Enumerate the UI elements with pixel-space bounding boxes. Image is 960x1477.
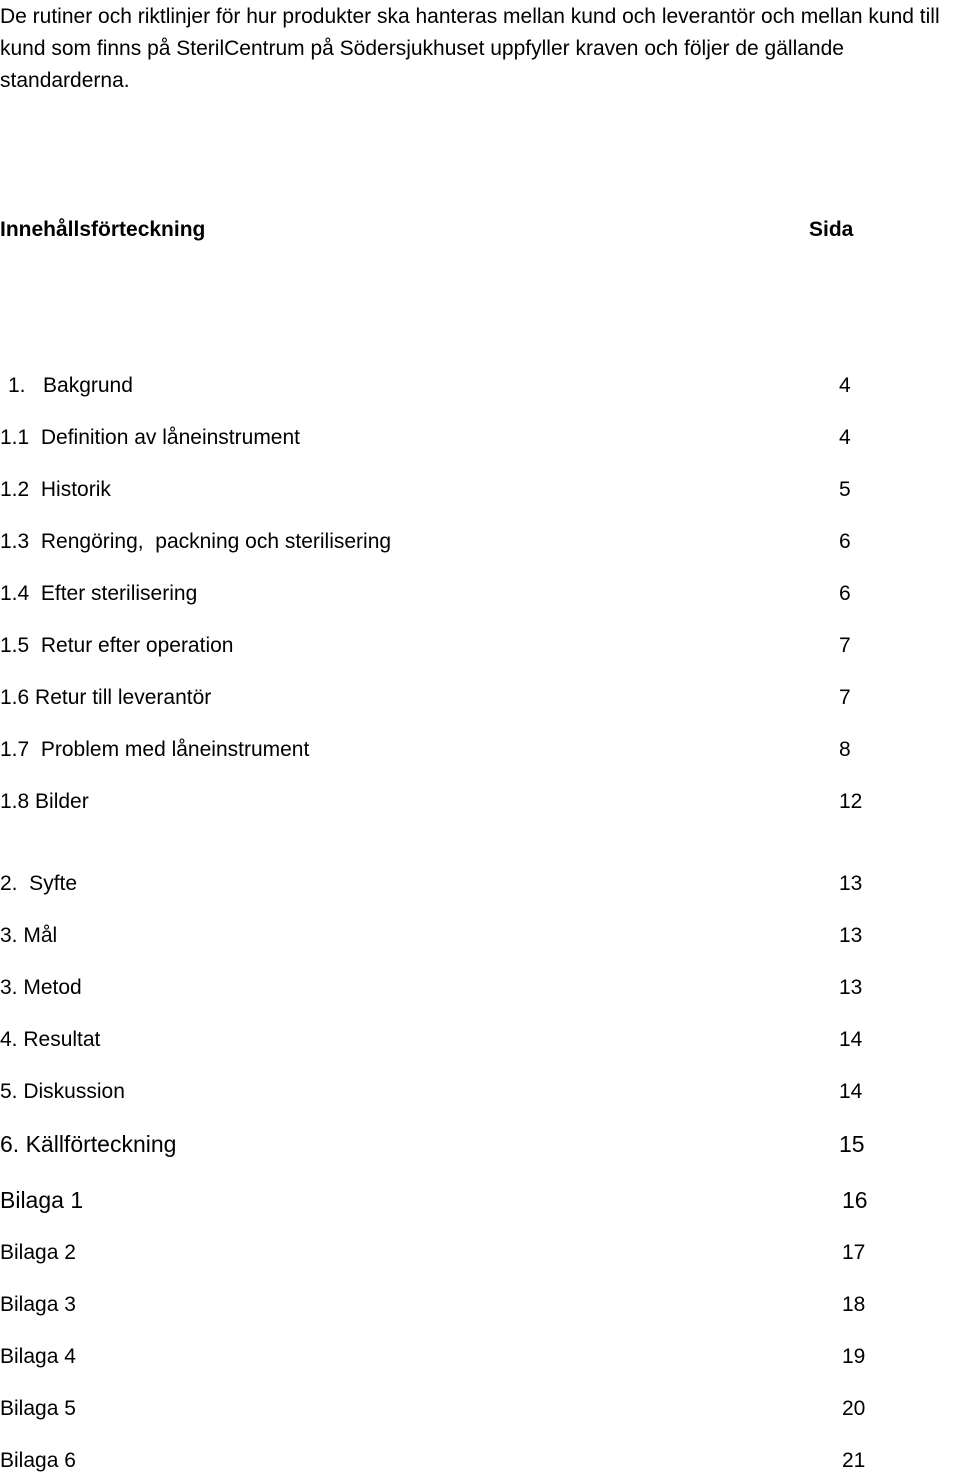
toc-entry-page: 7 <box>839 686 851 709</box>
toc-entry <box>0 423 900 453</box>
toc-entry <box>0 527 900 557</box>
toc-entry <box>0 1129 900 1159</box>
toc-entry-page: 6 <box>839 582 851 605</box>
toc-entry-label: Bilaga 4 <box>0 1345 76 1368</box>
toc-entry <box>0 1025 900 1055</box>
toc-entry-page: 18 <box>842 1293 866 1316</box>
toc-entry <box>0 1185 900 1215</box>
toc-entry-page: 17 <box>842 1241 866 1264</box>
toc-entry-page: 21 <box>842 1449 866 1472</box>
toc-entry-page: 13 <box>839 976 863 999</box>
toc-entry <box>0 1342 900 1372</box>
toc-entry-page: 8 <box>839 738 851 761</box>
toc-entry-label: 1.2 Historik <box>0 478 111 501</box>
toc-entry-label: Bilaga 2 <box>0 1241 76 1264</box>
toc-entry-page: 4 <box>839 374 851 397</box>
toc-entry-page: 5 <box>839 478 851 501</box>
toc-entry <box>0 579 900 609</box>
toc-entry-label: 1.3 Rengöring, packning och sterilisering <box>0 530 392 553</box>
toc-entry-label: 1.1 Definition av låneinstrument <box>0 426 300 449</box>
toc-entry <box>0 1394 900 1424</box>
toc-entry-page: 20 <box>842 1397 866 1420</box>
toc-entry-page: 4 <box>839 426 851 449</box>
toc-entry <box>0 973 900 1003</box>
toc-entry-label: 2. Syfte <box>0 872 78 895</box>
toc-page-heading: Sida <box>809 218 854 241</box>
toc-entry-page: 15 <box>839 1131 865 1157</box>
toc-entry <box>0 1238 900 1268</box>
toc-entry <box>0 631 900 661</box>
intro-paragraph: De rutiner och riktlinjer för hur produkter ska hanteras mellan kund och leverantör och mellan kund till kund som finns på SterilCentrum på Södersjukhuset uppfyller kraven och följer de gällande standarderna. <box>0 5 940 92</box>
toc-entry-label: Bilaga 3 <box>0 1293 76 1316</box>
toc-entry-label: Bilaga 5 <box>0 1397 76 1420</box>
toc-entry-label: 4. Resultat <box>0 1028 101 1051</box>
toc-entry <box>0 1077 900 1107</box>
toc-entry-page: 14 <box>839 1028 863 1051</box>
toc-entry-page: 12 <box>839 790 863 813</box>
toc-entry-label: Bilaga 1 <box>0 1187 84 1213</box>
toc-entry-label: 3. Mål <box>0 924 58 947</box>
toc-entry-page: 14 <box>839 1080 863 1103</box>
toc-entry-page: 13 <box>839 872 863 895</box>
toc-entry-page: 16 <box>842 1187 868 1213</box>
toc-entry-label: 1.5 Retur efter operation <box>0 634 234 657</box>
toc-entry <box>0 683 900 713</box>
toc-entry-page: 19 <box>842 1345 866 1368</box>
toc-entry-label: 1. Bakgrund <box>8 374 133 397</box>
toc-entry-label: 1.7 Problem med låneinstrument <box>0 738 310 761</box>
toc-entry-page: 13 <box>839 924 863 947</box>
toc-entry <box>0 787 900 817</box>
toc-entry <box>0 735 900 765</box>
toc-entry-label: 6. Källförteckning <box>0 1131 177 1157</box>
toc-entry <box>0 1290 900 1320</box>
toc-entry <box>0 921 900 951</box>
toc-heading: Innehållsförteckning <box>0 218 206 241</box>
toc-entry <box>0 869 900 899</box>
toc-entry <box>0 1446 900 1476</box>
toc-entry-label: 1.4 Efter sterilisering <box>0 582 198 605</box>
toc-entry-label: 1.6 Retur till leverantör <box>0 686 212 709</box>
toc-entry-label: 1.8 Bilder <box>0 790 89 813</box>
toc-entry-page: 7 <box>839 634 851 657</box>
toc-entry <box>0 371 900 401</box>
toc-entry-label: Bilaga 6 <box>0 1449 76 1472</box>
toc-entry-label: 5. Diskussion <box>0 1080 125 1103</box>
toc-entry-page: 6 <box>839 530 851 553</box>
toc-entry-label: 3. Metod <box>0 976 82 999</box>
toc-entry <box>0 475 900 505</box>
